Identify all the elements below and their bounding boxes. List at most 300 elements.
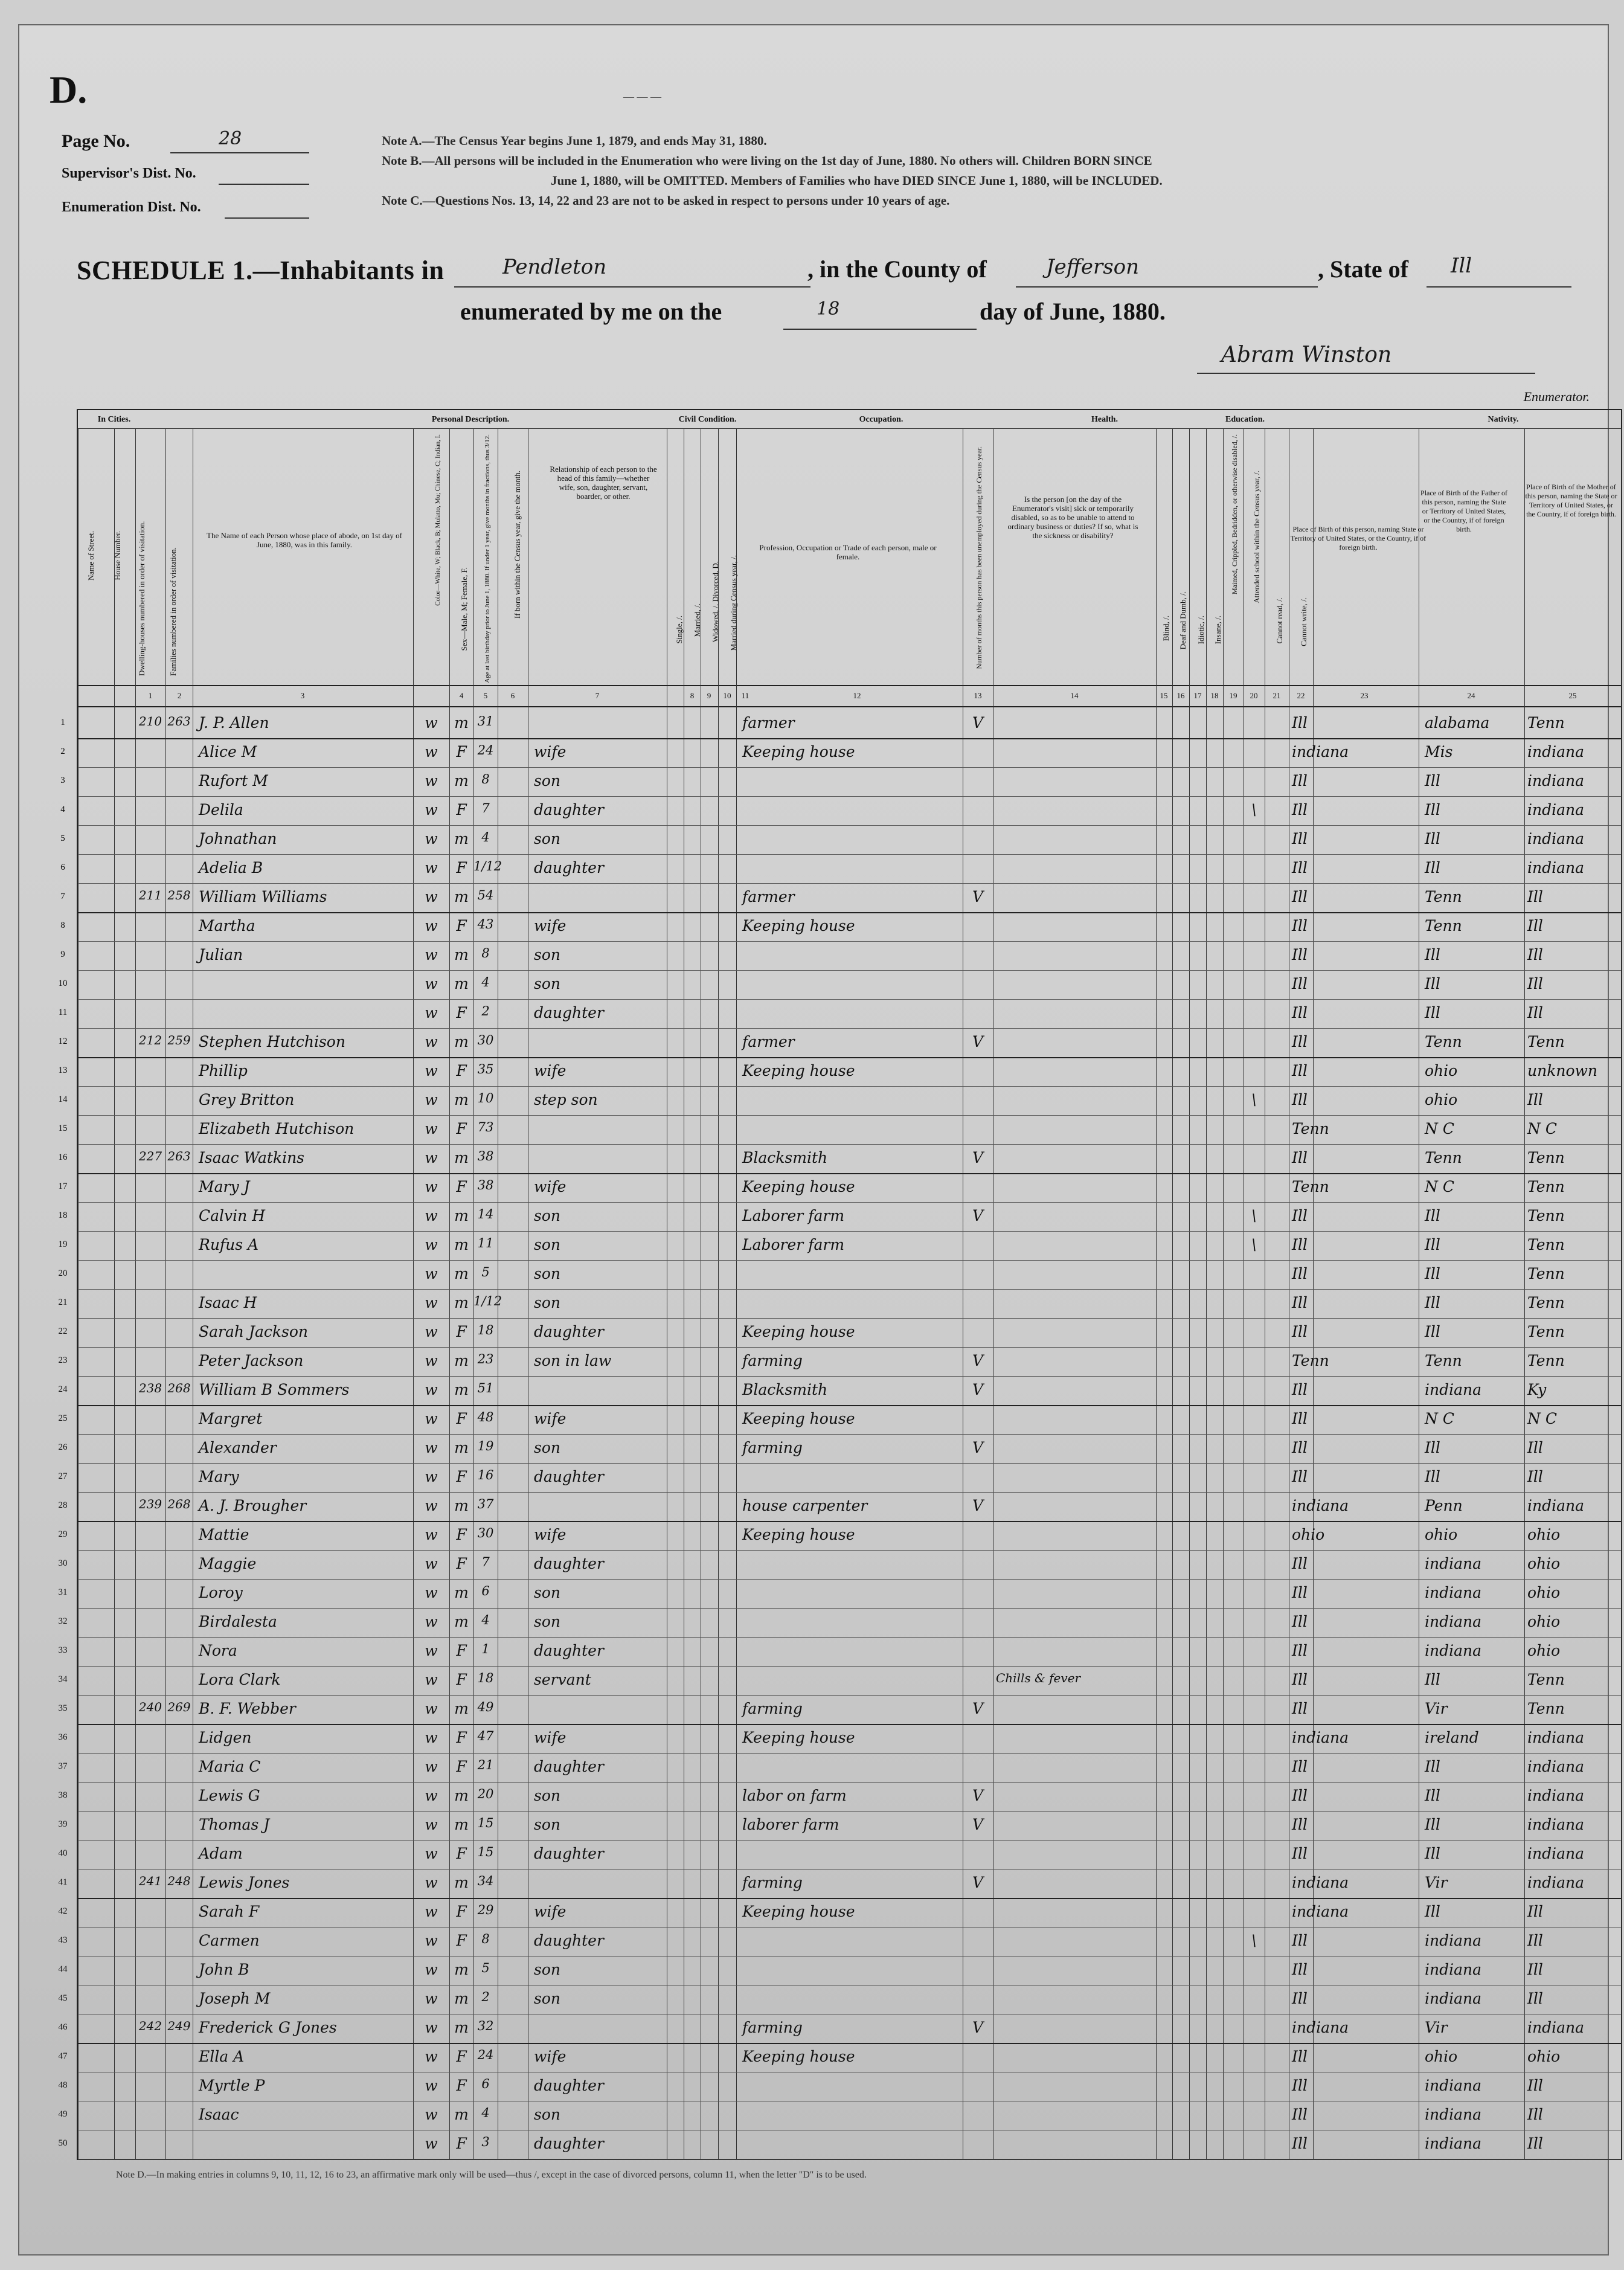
cell-mpob: Ill xyxy=(1527,1091,1543,1108)
cell-sex: F xyxy=(456,1932,467,1949)
cell-mpob: indiana xyxy=(1527,2019,1585,2036)
group-civil: Civil Condition. xyxy=(678,415,737,424)
cell-occ: labor on farm xyxy=(742,1787,847,1804)
cell-pob: Ill xyxy=(1292,1642,1308,1659)
cell-sex: F xyxy=(456,2135,467,2152)
enumerated-label: enumerated by me on the xyxy=(460,298,722,325)
hdr-c9: Single, /. xyxy=(675,616,684,644)
line-number: 21 xyxy=(58,1297,68,1307)
cell-mpob: ohio xyxy=(1527,1555,1561,1572)
column-number: 20 xyxy=(1250,691,1258,700)
cell-sex: F xyxy=(456,2048,467,2065)
cell-occ: Keeping house xyxy=(742,743,855,760)
row-rule xyxy=(78,1434,1621,1435)
cell-age: 8 xyxy=(481,1932,490,1946)
cell-fpob: Ill xyxy=(1425,1439,1440,1456)
cell-mpob: indiana xyxy=(1527,1758,1585,1775)
cell-age: 30 xyxy=(477,1033,494,1047)
cell-sex: F xyxy=(456,1845,467,1862)
cell-mpob: Ill xyxy=(1527,2106,1543,2123)
line-number: 5 xyxy=(60,834,65,843)
column-rule xyxy=(1223,428,1224,2159)
cell-sex: m xyxy=(454,1874,469,1891)
hdr-c11: Widowed, /. Divorced, D. xyxy=(711,561,720,643)
cell-rel: son xyxy=(534,772,560,789)
cell-dw: 242 xyxy=(138,2019,162,2033)
column-number: 16 xyxy=(1176,691,1185,700)
cell-fpob: ohio xyxy=(1425,1062,1458,1079)
cell-age: 5 xyxy=(481,1961,490,1975)
column-number: 5 xyxy=(483,691,488,700)
cell-color: w xyxy=(425,2048,438,2065)
row-rule xyxy=(78,1898,1621,1899)
cell-fpob: N C xyxy=(1425,1120,1454,1137)
cell-pob: Ill xyxy=(1292,1033,1308,1050)
cell-name: Joseph M xyxy=(199,1990,271,2007)
cell-mpob: Tenn xyxy=(1527,1700,1565,1717)
cell-fpob: indiana xyxy=(1425,1961,1482,1978)
row-rule xyxy=(78,1550,1621,1551)
cell-age: 38 xyxy=(477,1178,494,1192)
group-education: Education. xyxy=(1225,415,1265,424)
cell-sex: m xyxy=(454,1236,469,1253)
column-number: 23 xyxy=(1360,691,1369,700)
hdr-c24: Place of Birth of this person, naming State or Territory of United States, or the Country, if of foreign birth. xyxy=(1290,525,1427,551)
cell-color: w xyxy=(425,1932,438,1949)
state-line xyxy=(1427,286,1571,288)
cell-mpob: Ill xyxy=(1527,1468,1543,1485)
cell-age: 35 xyxy=(477,1062,494,1076)
footer-note: Note D.—In making entries in columns 9, 10, 11, 12, 16 to 23, an affirmative mark only will be used—thus /, except in the case of divorced persons, column 11, when the letter "D" is to be used. xyxy=(116,2170,867,2180)
cell-occ: farmer xyxy=(742,714,795,731)
cell-fpob: ireland xyxy=(1425,1729,1479,1746)
hdr-c20: Maimed, Crippled, Bedridden, or otherwise disabled, /. xyxy=(1230,434,1239,594)
cell-color: w xyxy=(425,1207,438,1224)
cell-color: w xyxy=(425,2019,438,2036)
cell-sex: m xyxy=(454,1961,469,1978)
line-number: 8 xyxy=(60,921,65,930)
column-number: 8 xyxy=(690,691,695,700)
column-rule xyxy=(718,428,719,2159)
cell-name: John B xyxy=(199,1961,249,1978)
cell-fpob: indiana xyxy=(1425,1555,1482,1572)
cell-mpob: ohio xyxy=(1527,1526,1561,1543)
column-rule xyxy=(135,428,136,2159)
cell-color: w xyxy=(425,1874,438,1891)
cell-fam: 259 xyxy=(167,1033,191,1047)
cell-mpob: Tenn xyxy=(1527,1352,1565,1369)
cell-rel: daughter xyxy=(534,1468,604,1485)
line-number: 2 xyxy=(60,747,65,756)
cell-occ: Keeping house xyxy=(742,1729,855,1746)
note-a: Note A.—The Census Year begins June 1, 1879, and ends May 31, 1880. xyxy=(382,133,767,148)
line-number: 39 xyxy=(58,1819,68,1829)
cell-pob: Ill xyxy=(1292,2048,1308,2065)
stamp-mark: — — — xyxy=(623,91,661,103)
line-number: 30 xyxy=(58,1558,68,1568)
cell-pob: Ill xyxy=(1292,1700,1308,1717)
hdr-c5: Sex—Male, M; Female, F. xyxy=(460,567,469,651)
cell-fpob: indiana xyxy=(1425,2135,1482,2152)
cell-color: w xyxy=(425,946,438,963)
row-rule xyxy=(78,1260,1621,1261)
cell-occ: farming xyxy=(742,1700,803,1717)
corner-letter: D. xyxy=(50,68,88,111)
row-rule xyxy=(78,1144,1621,1145)
cell-rel: son xyxy=(534,1613,560,1630)
cell-pob: Ill xyxy=(1292,772,1308,789)
cell-name: Stephen Hutchison xyxy=(199,1033,345,1050)
cell-sex: F xyxy=(456,1410,467,1427)
column-rule xyxy=(1189,428,1190,2159)
cell-fpob: Ill xyxy=(1425,1903,1440,1920)
cell-color: w xyxy=(425,1671,438,1688)
cell-rel: wife xyxy=(534,1178,566,1195)
cell-color: w xyxy=(425,830,438,847)
census-sheet xyxy=(18,24,1617,2256)
cell-rel: son xyxy=(534,1816,560,1833)
cell-color: w xyxy=(425,1555,438,1572)
cell-name: Maria C xyxy=(199,1758,261,1775)
day-line xyxy=(783,329,977,330)
census-table xyxy=(58,409,1622,2160)
row-rule xyxy=(78,1492,1621,1493)
column-number: 15 xyxy=(1160,691,1168,700)
column-rule xyxy=(114,428,115,2159)
cell-color: w xyxy=(425,1787,438,1804)
cell-fpob: Ill xyxy=(1425,830,1440,847)
row-rule xyxy=(78,1811,1621,1812)
hdr-c12: Married during Census year, /. xyxy=(729,555,738,651)
cell-unemp: V xyxy=(972,1874,984,1891)
hdr-c22: Cannot read, /. xyxy=(1275,597,1284,644)
cell-color: w xyxy=(425,1004,438,1021)
page-no-line xyxy=(170,152,309,153)
cell-rel: wife xyxy=(534,1729,566,1746)
column-number: 17 xyxy=(1193,691,1202,700)
row-rule xyxy=(78,1608,1621,1609)
hdr-c26: Place of Birth of the Mother of this person, naming the State or Territory of United States, or the Country, if of foreign birth. xyxy=(1525,483,1617,518)
cell-color: w xyxy=(425,1091,438,1108)
cell-pob: Ill xyxy=(1292,2135,1308,2152)
cell-pob: Ill xyxy=(1292,1294,1308,1311)
cell-name: A. J. Brougher xyxy=(199,1497,307,1514)
cell-age: 8 xyxy=(481,946,490,960)
line-number: 22 xyxy=(58,1326,68,1336)
row-rule xyxy=(78,1289,1621,1290)
cell-rel: son xyxy=(534,1294,560,1311)
cell-mpob: Tenn xyxy=(1527,1207,1565,1224)
cell-sex: m xyxy=(454,1700,469,1717)
line-number: 14 xyxy=(58,1095,68,1104)
column-number: 6 xyxy=(510,691,515,700)
cell-color: w xyxy=(425,1526,438,1543)
cell-pob: Ill xyxy=(1292,1990,1308,2007)
cell-rel: daughter xyxy=(534,2077,604,2094)
cell-dw: 210 xyxy=(138,714,162,728)
row-rule xyxy=(78,1405,1621,1406)
cell-name: Calvin H xyxy=(199,1207,265,1224)
cell-fam: 258 xyxy=(167,888,191,902)
enumerator-signature: Abram Winston xyxy=(1221,342,1392,367)
line-number: 25 xyxy=(58,1413,68,1423)
cell-dw: 238 xyxy=(138,1381,162,1395)
cell-sex: F xyxy=(456,1671,467,1688)
cell-fpob: Tenn xyxy=(1425,888,1462,905)
cell-pob: Ill xyxy=(1292,888,1308,905)
cell-age: 2 xyxy=(481,1990,490,2004)
cell-sex: F xyxy=(456,1526,467,1543)
cell-fpob: Mis xyxy=(1425,743,1453,760)
cell-age: 15 xyxy=(477,1845,494,1859)
cell-name: Maggie xyxy=(199,1555,257,1572)
note-b: Note B.—All persons will be included in the Enumeration who were living on the 1st day of June, 1880. No others will. Children BORN SINCE xyxy=(382,153,1152,168)
line-number: 3 xyxy=(60,776,65,785)
cell-occ: farmer xyxy=(742,1033,795,1050)
cell-age: 10 xyxy=(477,1091,494,1105)
cell-age: 1 xyxy=(481,1642,490,1656)
cell-sex: F xyxy=(456,917,467,934)
cell-rel: daughter xyxy=(534,1932,604,1949)
row-rule xyxy=(78,1173,1621,1174)
cell-sex: m xyxy=(454,1439,469,1456)
cell-name: J. P. Allen xyxy=(199,714,269,731)
cell-age: 7 xyxy=(481,1555,490,1569)
cell-mpob: Ill xyxy=(1527,1439,1543,1456)
cell-mpob: indiana xyxy=(1527,772,1585,789)
cell-occ: Keeping house xyxy=(742,1903,855,1920)
cell-name: Mary J xyxy=(199,1178,250,1195)
cell-name: Martha xyxy=(199,917,255,934)
cell-mpob: ohio xyxy=(1527,1613,1561,1630)
column-number: 3 xyxy=(300,691,305,700)
cell-sex: m xyxy=(454,1497,469,1514)
cell-occ: Keeping house xyxy=(742,1178,855,1195)
note-c: Note C.—Questions Nos. 13, 14, 22 and 23 are not to be asked in respect to persons under 10 years of age. xyxy=(382,193,950,208)
cell-age: 43 xyxy=(477,917,494,931)
cell-rel: wife xyxy=(534,1526,566,1543)
cell-color: w xyxy=(425,1062,438,1079)
cell-dw: 212 xyxy=(138,1033,162,1047)
cell-sex: F xyxy=(456,1642,467,1659)
cell-pob: indiana xyxy=(1292,1729,1349,1746)
cell-age: 54 xyxy=(477,888,494,902)
colnum-divider xyxy=(78,706,1621,707)
cell-color: w xyxy=(425,917,438,934)
cell-name: Lora Clark xyxy=(199,1671,281,1688)
cell-fam: 268 xyxy=(167,1497,191,1511)
cell-fam: 263 xyxy=(167,714,191,728)
cell-color: w xyxy=(425,1468,438,1485)
cell-mpob: Tenn xyxy=(1527,1033,1565,1050)
row-rule xyxy=(78,912,1621,913)
cell-rel: son xyxy=(534,1584,560,1601)
row-rule xyxy=(78,1724,1621,1725)
cell-rel: daughter xyxy=(534,859,604,876)
cell-rel: wife xyxy=(534,2048,566,2065)
cell-color: w xyxy=(425,1120,438,1137)
cell-sex: F xyxy=(456,743,467,760)
line-number: 7 xyxy=(60,892,65,901)
cell-mpob: Tenn xyxy=(1527,1236,1565,1253)
cell-fpob: indiana xyxy=(1425,2106,1482,2123)
state-label: , State of xyxy=(1318,256,1408,283)
line-number: 47 xyxy=(58,2051,68,2061)
cell-fpob: Ill xyxy=(1425,946,1440,963)
cell-pob: Ill xyxy=(1292,1439,1308,1456)
cell-pob: Tenn xyxy=(1292,1120,1329,1137)
hdr-c3: The Name of each Person whose place of abode, on 1st day of June, 1880, was in this family. xyxy=(207,531,402,549)
hdr-c10: Married, /. xyxy=(693,603,702,637)
hdr-c21: Attended school within the Census year, /. xyxy=(1252,471,1261,603)
cell-mpob: Tenn xyxy=(1527,1671,1565,1688)
enumerated-day: 18 xyxy=(817,298,840,320)
cell-color: w xyxy=(425,1845,438,1862)
row-rule xyxy=(78,1695,1621,1696)
cell-color: w xyxy=(425,1439,438,1456)
cell-sex: F xyxy=(456,1323,467,1340)
cell-color: w xyxy=(425,1700,438,1717)
line-number: 26 xyxy=(58,1442,68,1452)
hdr-c4: Color—White, W; Black, B; Mulatto, Mu; Chinese, C; Indian, I. xyxy=(434,434,441,606)
cell-rel: son xyxy=(534,946,560,963)
cell-rel: son xyxy=(534,830,560,847)
cell-rel: son xyxy=(534,1961,560,1978)
line-number: 33 xyxy=(58,1645,68,1655)
cell-color: w xyxy=(425,888,438,905)
cell-mpob: indiana xyxy=(1527,1845,1585,1862)
enumerated-suffix: day of June, 1880. xyxy=(980,298,1166,325)
cell-fpob: ohio xyxy=(1425,1091,1458,1108)
cell-rel: son xyxy=(534,1207,560,1224)
hdr-street: Name of Street. xyxy=(86,531,95,580)
hdr-c2: Families numbered in order of visitation. xyxy=(168,547,178,676)
cell-unemp: V xyxy=(972,1816,984,1833)
cell-name: Rufort M xyxy=(199,772,268,789)
notes-block xyxy=(382,131,1559,211)
line-number: 24 xyxy=(58,1384,68,1394)
cell-sex: m xyxy=(454,2019,469,2036)
line-number: 35 xyxy=(58,1703,68,1713)
signature-line xyxy=(1197,373,1535,374)
cell-name: Delila xyxy=(199,801,243,818)
cell-pob: Ill xyxy=(1292,1410,1308,1427)
cell-unemp: V xyxy=(972,888,984,905)
cell-occ: farming xyxy=(742,1874,803,1891)
cell-occ: farming xyxy=(742,1352,803,1369)
cell-occ: farming xyxy=(742,1439,803,1456)
column-rule xyxy=(1206,428,1207,2159)
group-health: Health. xyxy=(1091,415,1118,424)
cell-sex: m xyxy=(454,1265,469,1282)
cell-sex: m xyxy=(454,1207,469,1224)
cell-occ: Blacksmith xyxy=(742,1149,828,1166)
row-rule xyxy=(78,1521,1621,1522)
cell-occ: Keeping house xyxy=(742,917,855,934)
cell-name: Sarah Jackson xyxy=(199,1323,308,1340)
cell-occ: Keeping house xyxy=(742,1323,855,1340)
township-line xyxy=(454,286,810,288)
cell-fpob: indiana xyxy=(1425,1381,1482,1398)
column-rule xyxy=(78,428,79,2159)
row-rule xyxy=(78,825,1621,826)
cell-sex: F xyxy=(456,1004,467,1021)
cell-mpob: Ill xyxy=(1527,2135,1543,2152)
cell-unemp: V xyxy=(972,1787,984,1804)
cell-fpob: Ill xyxy=(1425,1236,1440,1253)
cell-name: Adelia B xyxy=(199,859,263,876)
column-number: 21 xyxy=(1273,691,1281,700)
cell-pob: Ill xyxy=(1292,1004,1308,1021)
cell-fpob: N C xyxy=(1425,1410,1454,1427)
cell-fpob: Tenn xyxy=(1425,1033,1462,1050)
line-number: 50 xyxy=(58,2138,68,2148)
cell-unemp: V xyxy=(972,714,984,731)
line-number: 44 xyxy=(58,1964,68,1974)
cell-mpob: ohio xyxy=(1527,2048,1561,2065)
cell-fam: 263 xyxy=(167,1149,191,1163)
hdr-c8: Relationship of each person to the head of this family—whether wife, son, daughter, servant, boarder, or other. xyxy=(550,465,657,501)
row-rule xyxy=(78,1347,1621,1348)
cell-color: w xyxy=(425,1729,438,1746)
line-number: 36 xyxy=(58,1732,68,1742)
cell-occ: Keeping house xyxy=(742,1526,855,1543)
county-line xyxy=(1016,286,1318,288)
cell-fpob: Vir xyxy=(1425,1874,1448,1891)
cell-fpob: indiana xyxy=(1425,1613,1482,1630)
cell-pob: Ill xyxy=(1292,714,1308,731)
cell-color: w xyxy=(425,1033,438,1050)
hdr-c19: Insane, /. xyxy=(1213,616,1222,645)
row-rule xyxy=(78,1318,1621,1319)
cell-pob: Ill xyxy=(1292,1961,1308,1978)
cell-fpob: Ill xyxy=(1425,1816,1440,1833)
cell-pob: indiana xyxy=(1292,1874,1349,1891)
hdr-c13: Profession, Occupation or Trade of each person, male or female. xyxy=(759,543,937,561)
cell-mpob: Ill xyxy=(1527,1961,1543,1978)
cell-mpob: Tenn xyxy=(1527,1149,1565,1166)
row-rule xyxy=(78,941,1621,942)
line-number: 37 xyxy=(58,1761,68,1771)
cell-unemp: V xyxy=(972,1700,984,1717)
cell-fam: 248 xyxy=(167,1874,191,1888)
cell-dw: 240 xyxy=(138,1700,162,1714)
cell-unemp: V xyxy=(972,1207,984,1224)
row-rule xyxy=(78,970,1621,971)
cell-age: 23 xyxy=(477,1352,494,1366)
cell-rel: son xyxy=(534,1990,560,2007)
cell-name: Margret xyxy=(199,1410,263,1427)
cell-mpob: N C xyxy=(1527,1410,1557,1427)
cell-age: 29 xyxy=(477,1903,494,1917)
cell-sex: m xyxy=(454,1990,469,2007)
row-rule xyxy=(78,1927,1621,1928)
line-number: 10 xyxy=(58,979,68,988)
cell-dw: 239 xyxy=(138,1497,162,1511)
cell-unemp: V xyxy=(972,1033,984,1050)
cell-age: 4 xyxy=(481,1613,490,1627)
line-number: 42 xyxy=(58,1906,68,1916)
column-number: 4 xyxy=(459,691,464,700)
cell-age: 73 xyxy=(477,1120,494,1134)
row-rule xyxy=(78,883,1621,884)
cell-color: w xyxy=(425,1990,438,2007)
line-number: 46 xyxy=(58,2022,68,2032)
cell-sex: F xyxy=(456,2077,467,2094)
cell-mpob: ohio xyxy=(1527,1642,1561,1659)
line-number: 18 xyxy=(58,1211,68,1220)
cell-color: w xyxy=(425,1294,438,1311)
